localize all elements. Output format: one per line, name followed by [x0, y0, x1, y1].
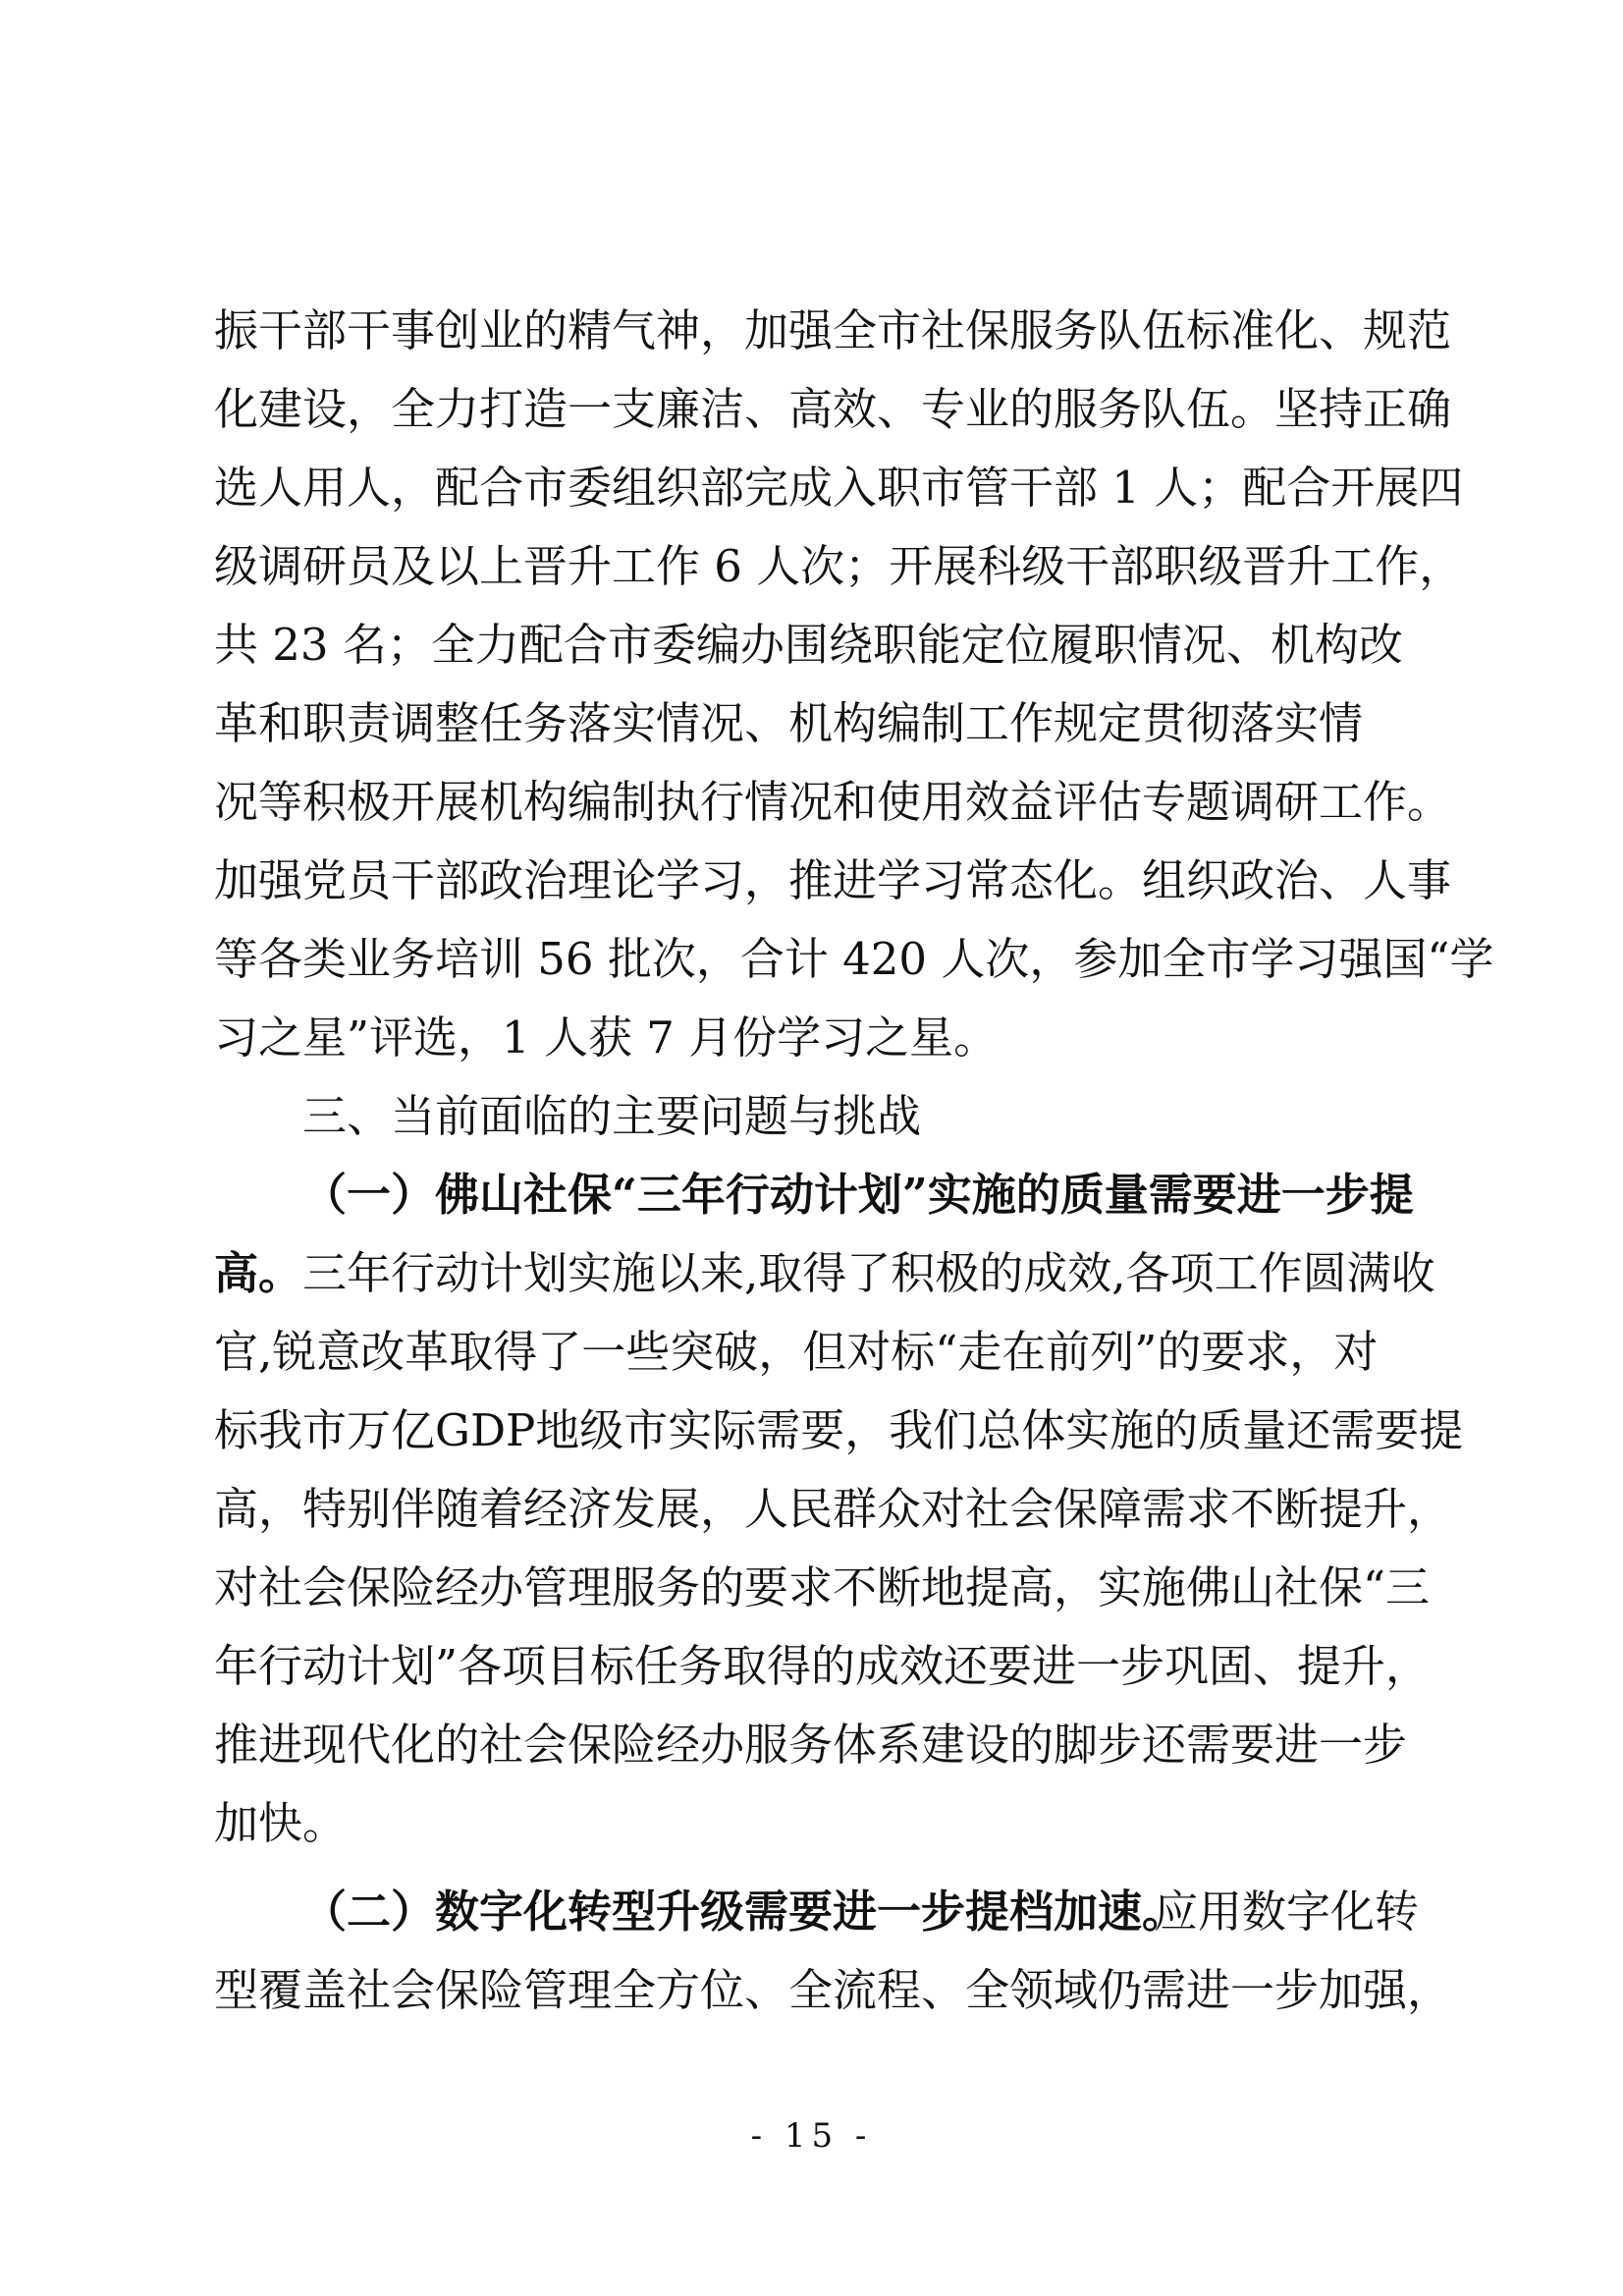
text-line	[0, 999, 1623, 1077]
section-heading-line	[0, 1077, 1623, 1156]
text-line	[0, 1470, 1623, 1549]
paragraph-text: 推进现代化的社会保险经办服务体系建设的脚步还需要进一步	[214, 1719, 1408, 1771]
section-heading: 三、当前面临的主要问题与挑战	[302, 1090, 922, 1142]
text-line	[0, 449, 1623, 527]
paragraph-text: 等各类业务培训 56 批次，合计 420 人次，参加全市学习强国“学	[214, 933, 1494, 985]
paragraph-text: 共 23 名；全力配合市委编办围绕职能定位履职情况、机构改	[214, 619, 1403, 671]
page-number: - 15 -	[750, 2116, 873, 2156]
paragraph-text: 加快。	[214, 1797, 348, 1849]
text-line	[0, 763, 1623, 842]
text-line	[0, 842, 1623, 920]
paragraph-text: 加强党员干部政治理论学习，推进学习常态化。组织政治、人事	[214, 854, 1452, 906]
text-line	[0, 1313, 1623, 1392]
paragraph-text: 级调研员及以上晋升工作 6 人次；开展科级干部职级晋升工作，	[214, 540, 1464, 592]
text-line	[0, 1234, 1623, 1313]
paragraph-text: 三年行动计划实施以来,取得了积极的成效,各项工作圆满收	[302, 1247, 1435, 1299]
paragraph-text: 选人用人，配合市委组织部完成入职市管干部 1 人；配合开展四	[214, 462, 1464, 514]
paragraph-text: 官,锐意改革取得了一些突破，但对标“走在前列”的要求，对	[214, 1326, 1379, 1378]
text-line	[0, 1706, 1623, 1784]
paragraph-text: 标我市万亿GDP地级市实际需要，我们总体实施的质量还需要提	[214, 1404, 1464, 1456]
text-line	[0, 527, 1623, 606]
paragraph-text: 振干部干事创业的精气神，加强全市社保服务队伍标准化、规范	[214, 304, 1452, 356]
paragraph-text: 习之星”评选，1 人获 7 月份学习之星。	[214, 1011, 999, 1064]
text-line	[0, 684, 1623, 763]
text-line	[0, 1784, 1623, 1863]
subsection-heading: （一）佛山社保“三年行动计划”实施的质量需要进一步提	[302, 1169, 1414, 1221]
paragraph-text: 年行动计划”各项目标任务取得的成效还要进一步巩固、提升，	[214, 1640, 1431, 1692]
subsection-heading: （二）数字化转型升级需要进一步提档加速。	[302, 1886, 1187, 1938]
paragraph-text: 化建设，全力打造一支廉洁、高效、专业的服务队伍。坚持正确	[214, 383, 1452, 435]
text-line	[0, 1627, 1623, 1706]
paragraph-text: 况等积极开展机构编制执行情况和使用效益评估专题调研工作。	[214, 776, 1452, 828]
text-line	[0, 920, 1623, 999]
text-line	[0, 1392, 1623, 1470]
paragraph-text: 对社会保险经办管理服务的要求不断地提高，实施佛山社保“三	[214, 1561, 1431, 1613]
text-line	[0, 1549, 1623, 1627]
subsection-heading-end: 高。	[214, 1247, 303, 1299]
subsection-heading-line	[0, 1156, 1623, 1234]
paragraph-text: 型覆盖社会保险管理全方位、全流程、全领域仍需进一步加强，	[214, 1964, 1452, 2016]
text-line	[0, 370, 1623, 449]
paragraph-text: 革和职责调整任务落实情况、机构编制工作规定贯彻落实情	[214, 697, 1364, 749]
text-line	[0, 292, 1623, 370]
paragraph-text: 高，特别伴随着经济发展，人民群众对社会保障需求不断提升，	[214, 1483, 1452, 1535]
text-line	[0, 1873, 1623, 1951]
text-line	[0, 1951, 1623, 2030]
paragraph-text: 应用数字化转	[1154, 1886, 1420, 1938]
text-line	[0, 606, 1623, 684]
